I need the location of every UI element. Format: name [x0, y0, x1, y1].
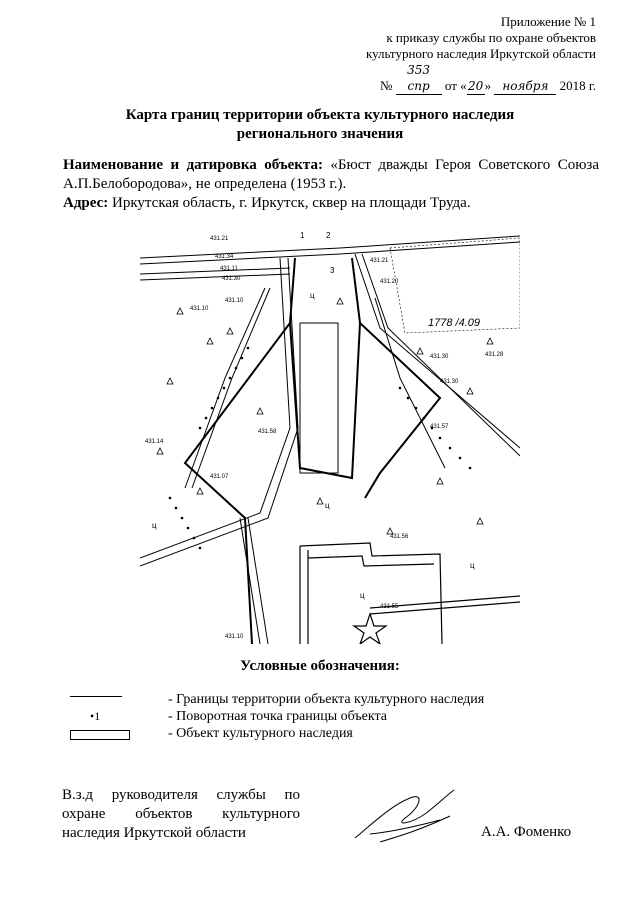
object-address-row: [63, 194, 599, 213]
signatory-line-2: охране объектов культурного: [62, 806, 300, 822]
order-date-day: 20: [467, 79, 484, 93]
order-number-prefix: №: [379, 78, 393, 93]
elevation-label: 431.21: [370, 258, 389, 264]
appendix-line-2: к приказу службы по охране объектов: [386, 30, 596, 45]
elevation-label: 431.10: [225, 634, 244, 640]
object-name-value-2: А.П.Белобородова», не определена (1953 г.).: [63, 176, 347, 192]
object-name-label: Наименование и датировка объекта:: [63, 157, 323, 173]
legend-item-heritage-object: [60, 726, 620, 743]
elevation-label: 431.10: [190, 306, 209, 312]
boundary-point-label: 2: [326, 231, 331, 240]
elevation-label: 431.57: [430, 424, 449, 430]
legend: [60, 692, 620, 743]
order-date-mid: »: [484, 78, 492, 93]
handwritten-signature: [350, 786, 460, 846]
title-line-2: регионального значения: [236, 126, 404, 142]
order-number-line: [366, 62, 596, 95]
elevation-label: 431.10: [225, 298, 244, 304]
address-label: Адрес:: [63, 195, 109, 211]
elevation-label: 431.58: [258, 429, 277, 435]
appendix-header: [366, 14, 596, 95]
stamp-text: 1778 /4.09: [428, 317, 480, 329]
elevation-label: 431.07: [210, 474, 229, 480]
surface-mark: ц: [310, 291, 315, 300]
legend-item-boundary: [60, 692, 620, 709]
document-title: [0, 106, 640, 144]
legend-label: - Границы территории объекта культурного наследия: [168, 692, 485, 707]
appendix-line-3: культурного наследия Иркутской области: [365, 46, 596, 61]
boundary-point-label: 1: [300, 231, 305, 240]
address-value: Иркутская область, г. Иркутск, сквер на площади Труда.: [112, 195, 471, 211]
title-line-1: Карта границ территории объекта культурного наследия: [125, 107, 515, 123]
heritage-object-symbol: [70, 730, 130, 740]
elevation-label: 431.34: [215, 254, 234, 260]
surface-mark: ц: [325, 501, 330, 510]
order-number: 353 спр: [396, 62, 442, 95]
legend-label: - Поворотная точка границы объекта: [168, 709, 387, 724]
elevation-label: 431.30: [430, 354, 449, 360]
surface-mark: ц: [360, 591, 365, 600]
elevation-label: 431.14: [145, 439, 164, 445]
order-year: 2018 г.: [559, 78, 596, 93]
elevation-label: 431.21: [210, 236, 229, 242]
elevation-label: 431.55: [380, 604, 399, 610]
elevation-label: 431.30: [440, 379, 459, 385]
appendix-line-1: Приложение № 1: [500, 14, 596, 29]
surface-mark: ц: [152, 521, 157, 530]
boundary-map: [140, 228, 520, 644]
signatory-name: А.А. Фоменко: [481, 824, 572, 840]
boundary-point-label: 3: [330, 266, 335, 275]
elevation-label: 431.56: [390, 534, 409, 540]
legend-label: - Объект культурного наследия: [168, 726, 353, 741]
order-date-prefix: от «: [444, 78, 467, 93]
legend-title: Условные обозначения:: [240, 658, 400, 674]
signatory-line-3: наследия Иркутской области: [62, 825, 246, 841]
legend-item-turn-point: [60, 709, 620, 726]
order-date-month: ноября: [494, 78, 556, 95]
signatory-line-1: В.з.д руководителя службы по: [62, 787, 300, 803]
object-name-row: [63, 156, 599, 175]
elevation-label: 431.11: [220, 266, 238, 272]
object-name-value-1: «Бюст дважды Героя Советского Союза: [330, 157, 600, 173]
elevation-label: 431.28: [485, 352, 504, 358]
object-info: [63, 156, 599, 213]
turn-point-symbol: •1: [90, 709, 101, 723]
signatory-title: [62, 786, 300, 843]
elevation-label: 431.20: [380, 279, 399, 285]
elevation-label: 431.30: [222, 276, 241, 282]
surface-mark: ц: [470, 561, 475, 570]
boundary-line-symbol: [70, 696, 122, 697]
